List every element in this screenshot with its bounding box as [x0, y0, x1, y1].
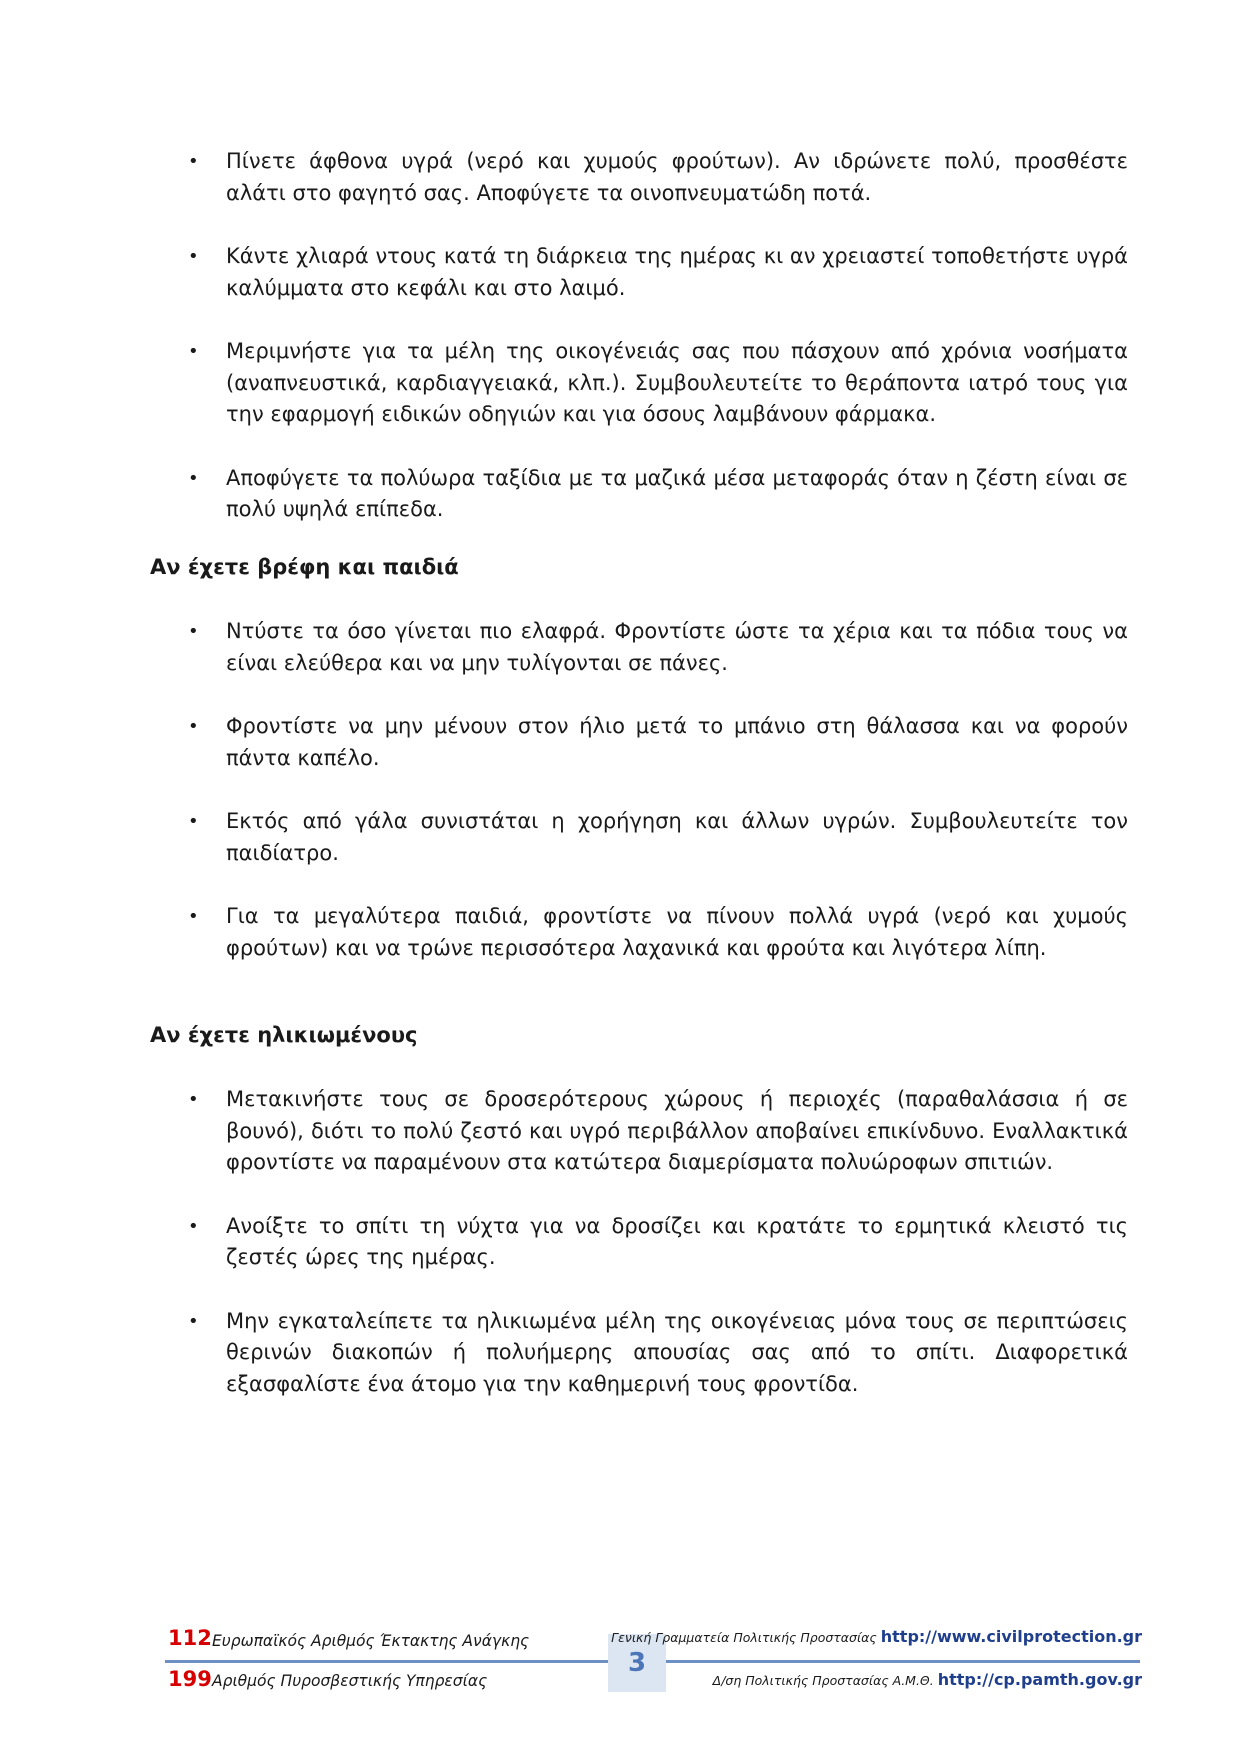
- section-heading-children: Αν έχετε βρέφη και παιδιά: [150, 555, 459, 579]
- list-item-text: Κάντε χλιαρά ντους κατά τη διάρκεια της ημέρας κι αν χρειαστεί τοποθετήστε υγρά καλύμματα στο κεφάλι και στο λαιμό.: [226, 244, 1128, 300]
- list-item-text: Εκτός από γάλα συνιστάται η χορήγηση και άλλων υγρών. Συμβουλευτείτε τον παιδίατρο.: [226, 809, 1128, 865]
- fire-number: 199: [168, 1667, 212, 1691]
- list-item: [183, 336, 1128, 431]
- bullet-icon: •: [188, 716, 199, 737]
- org1-link[interactable]: http://www.civilprotection.gr: [880, 1627, 1142, 1646]
- list-item-text: Ντύστε τα όσο γίνεται πιο ελαφρά. Φροντίστε ώστε τα χέρια και τα πόδια τους να είναι ελεύθερα και να μην τυλίγονται σε πάνες.: [226, 619, 1128, 675]
- bullet-icon: •: [188, 1089, 199, 1110]
- list-item-text: Αποφύγετε τα πολύωρα ταξίδια με τα μαζικά μέσα μεταφοράς όταν η ζέστη είναι σε πολύ υψηλά επίπεδα.: [226, 465, 1128, 521]
- list-item: [183, 806, 1128, 869]
- list-item: [183, 1084, 1128, 1179]
- bullet-icon: •: [188, 621, 199, 642]
- list-item-text: Πίνετε άφθονα υγρά (νερό και χυμούς φρούτων). Αν ιδρώνετε πολύ, προσθέστε αλάτι στο φαγητό σας. Αποφύγετε τα οινοπνευματώδη ποτά.: [226, 149, 1128, 205]
- elderly-advice-list: [183, 1084, 1128, 1400]
- org1-label: Γενική Γραμματεία Πολιτικής Προστασίας: [611, 1630, 877, 1645]
- page-number: 3: [627, 1648, 647, 1678]
- org1-line: [611, 1627, 1142, 1646]
- emergency-number: 112: [168, 1626, 212, 1650]
- list-item-text: Μην εγκαταλείπετε τα ηλικιωμένα μέλη της οικογένειας μόνα τους σε περιπτώσεις θερινών διακοπών ή πολυήμερης απουσίας σας από το σπίτι. Διαφορετικά εξασφαλίστε ένα άτομο για την καθημερινή τους φροντίδα.: [226, 1308, 1128, 1396]
- emergency-label: Ευρωπαϊκός Αριθμός Έκτακτης Ανάγκης: [212, 1632, 530, 1650]
- page-footer: [0, 1620, 1240, 1700]
- bullet-icon: •: [188, 1310, 199, 1332]
- list-item: [183, 463, 1128, 526]
- fire-label: Αριθμός Πυροσβεστικής Υπηρεσίας: [212, 1672, 488, 1690]
- list-item-text: Φροντίστε να μην μένουν στον ήλιο μετά το μπάνιο στη θάλασσα και να φορούν πάντα καπέλο.: [226, 714, 1128, 770]
- org2-line: [713, 1670, 1142, 1689]
- list-item-text: Μετακινήστε τους σε δροσερότερους χώρους ή περιοχές (παραθαλάσσια ή σε βουνό), διότι το πολύ ζεστό και υγρό περιβάλλον αποβαίνει επικίνδυνο. Εναλλακτικά φροντίστε να παραμένουν στα κατώτερα διαμερίσματα πολυώροφων σπιτιών.: [226, 1087, 1128, 1174]
- list-item-text: Ανοίξτε το σπίτι τη νύχτα για να δροσίζει και κρατάτε το ερμητικά κλειστό τις ζεστές ώρες της ημέρας.: [226, 1213, 1128, 1269]
- bullet-icon: •: [188, 341, 199, 362]
- list-item: [183, 711, 1128, 774]
- general-advice-list: [183, 146, 1128, 526]
- list-item-text: Μεριμνήστε για τα μέλη της οικογένειάς σας που πάσχουν από χρόνια νοσήματα (αναπνευστικά, καρδιαγγειακά, κλπ.). Συμβουλευτείτε το θεράποντα ιατρό τους για την εφαρμογή ειδικών οδηγιών και για όσους λαμβάνουν φάρμακα.: [226, 339, 1128, 426]
- bullet-icon: •: [188, 151, 199, 172]
- section-heading-elderly: Αν έχετε ηλικιωμένους: [150, 1023, 418, 1047]
- list-item: [183, 146, 1128, 209]
- children-advice-list: [183, 616, 1128, 964]
- bullet-icon: •: [188, 1215, 199, 1237]
- bullet-icon: •: [188, 467, 199, 489]
- bullet-icon: •: [188, 811, 199, 832]
- list-item-text: Για τα μεγαλύτερα παιδιά, φροντίστε να πίνουν πολλά υγρά (νερό και χυμούς φρούτων) και να τρώνε περισσότερα λαχανικά και φρούτα και λιγότερα λίπη.: [226, 904, 1128, 960]
- list-item: [183, 616, 1128, 679]
- bullet-icon: •: [188, 906, 199, 927]
- list-item: [183, 1306, 1128, 1401]
- list-item: [183, 241, 1128, 304]
- list-item: [183, 901, 1128, 964]
- org2-link[interactable]: http://cp.pamth.gov.gr: [937, 1670, 1142, 1689]
- list-item: [183, 1211, 1128, 1274]
- bullet-icon: •: [188, 246, 199, 267]
- org2-label: Δ/ση Πολιτικής Προστασίας Α.Μ.Θ.: [712, 1673, 934, 1688]
